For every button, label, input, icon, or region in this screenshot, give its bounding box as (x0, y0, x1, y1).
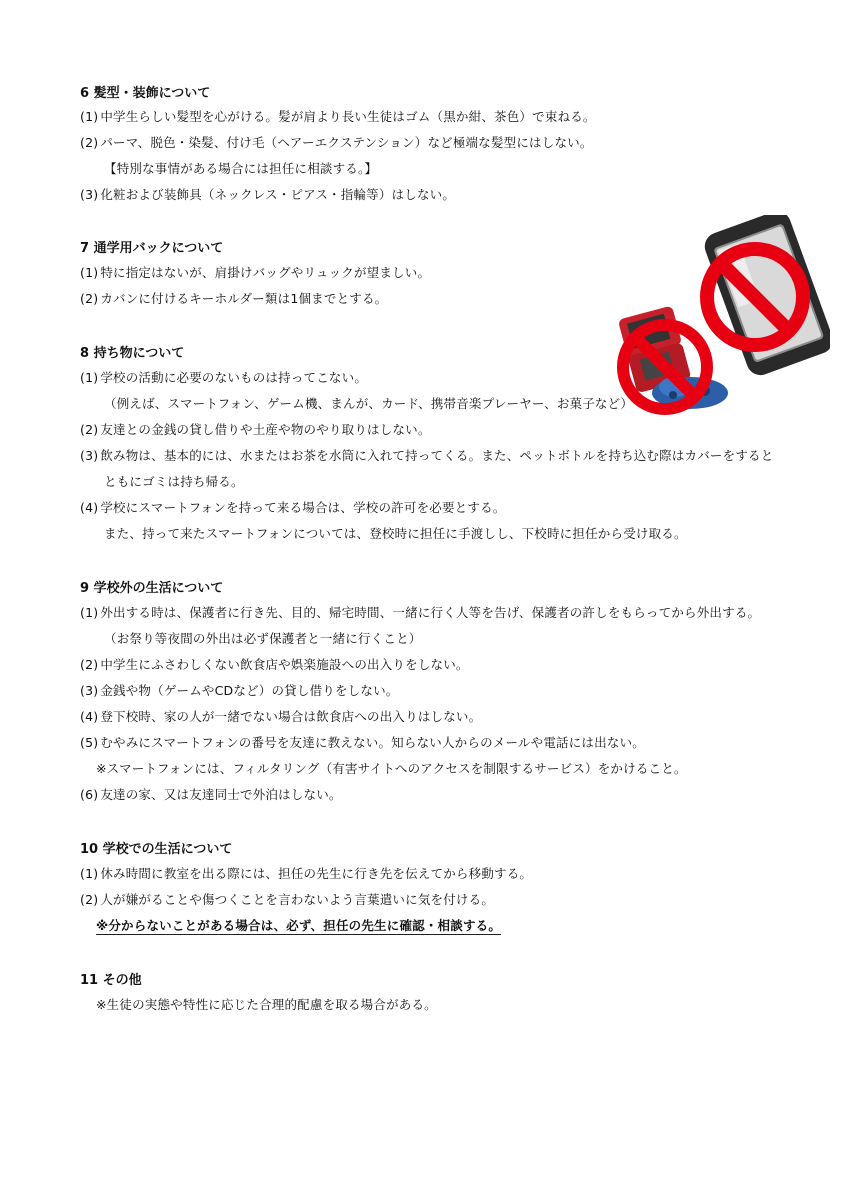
prohibited-devices-illustration (615, 215, 830, 420)
list-item: (3) 化粧および装飾具（ネックレス・ピアス・指輪等）はしない。 (80, 187, 456, 202)
list-item: (4) 登下校時、家の人が一緒でない場合は飲食店への出入りはしない。 (80, 709, 482, 724)
smartphone-icon (701, 215, 830, 379)
list-item: (1) 学校の活動に必要のないものは持ってこない。 (80, 370, 368, 385)
list-item: (6) 友達の家、又は友達同士で外泊はしない。 (80, 787, 342, 802)
section-heading: 9 学校外の生活について (80, 581, 224, 596)
list-item: (5) むやみにスマートフォンの番号を友達に教えない。知らない人からのメールや電話には出ない。 (80, 735, 645, 750)
list-item: (1) 休み時間に教室を出る際には、担任の先生に行き先を伝えてから移動する。 (80, 866, 533, 881)
list-item: (2) 中学生にふさわしくない飲食店や娯楽施設への出入りをしない。 (80, 657, 469, 672)
list-item: ※生徒の実態や特性に応じた合理的配慮を取る場合がある。 (96, 997, 437, 1012)
section-heading: 10 学校での生活について (80, 842, 233, 857)
list-item: (1) 特に指定はないが、肩掛けバッグやリュックが望ましい。 (80, 265, 431, 280)
list-item: ともにゴミは持ち帰る。 (104, 474, 244, 489)
important-note: ※分からないことがある場合は、必ず、担任の先生に確認・相談する。 (96, 918, 502, 933)
list-item: (1) 中学生らしい髪型を心がける。髪が肩より長い生徒はゴム（黒か紺、茶色）で束ねる。 (80, 109, 596, 124)
section-heading: 7 通学用バックについて (80, 241, 224, 256)
list-item: (2) 友達との金銭の貸し借りや土産や物のやり取りはしない。 (80, 422, 431, 437)
list-item: (2) パーマ、脱色・染髪、付け毛（ヘアーエクステンション）など極端な髪型にはしない。 (80, 135, 593, 150)
section-heading: 11 その他 (80, 973, 142, 988)
list-item: (3) 金銭や物（ゲームやCDなど）の貸し借りをしない。 (80, 683, 399, 698)
list-item: （お祭り等夜間の外出は必ず保護者と一緒に行くこと） (104, 631, 422, 646)
list-item: (2) カバンに付けるキーホルダー類は1個までとする。 (80, 291, 388, 306)
list-item: (1) 外出する時は、保護者に行き先、目的、帰宅時間、一緒に行く人等を告げ、保護者の許しをもらってから外出する。 (80, 605, 761, 620)
list-item: ※スマートフォンには、フィルタリング（有害サイトへのアクセスを制限するサービス）をかけること。 (96, 761, 687, 776)
list-item: (4) 学校にスマートフォンを持って来る場合は、学校の許可を必要とする。 (80, 500, 506, 515)
list-item: （例えば、スマートフォン、ゲーム機、まんが、カード、携帯音楽プレーヤー、お菓子など） (104, 396, 634, 411)
section-heading: 6 髪型・装飾について (80, 86, 211, 101)
list-item: 【特別な事情がある場合には担任に相談する。】 (104, 161, 378, 176)
section-heading: 8 持ち物について (80, 346, 185, 361)
list-item: また、持って来たスマートフォンについては、登校時に担任に手渡しし、下校時に担任から受け取る。 (104, 526, 687, 541)
list-item: (3) 飲み物は、基本的には、水またはお茶を水筒に入れて持ってくる。また、ペットボトルを持ち込む際はカバーをすると (80, 448, 774, 463)
list-item: (2) 人が嫌がることや傷つくことを言わないよう言葉遣いに気を付ける。 (80, 892, 495, 907)
